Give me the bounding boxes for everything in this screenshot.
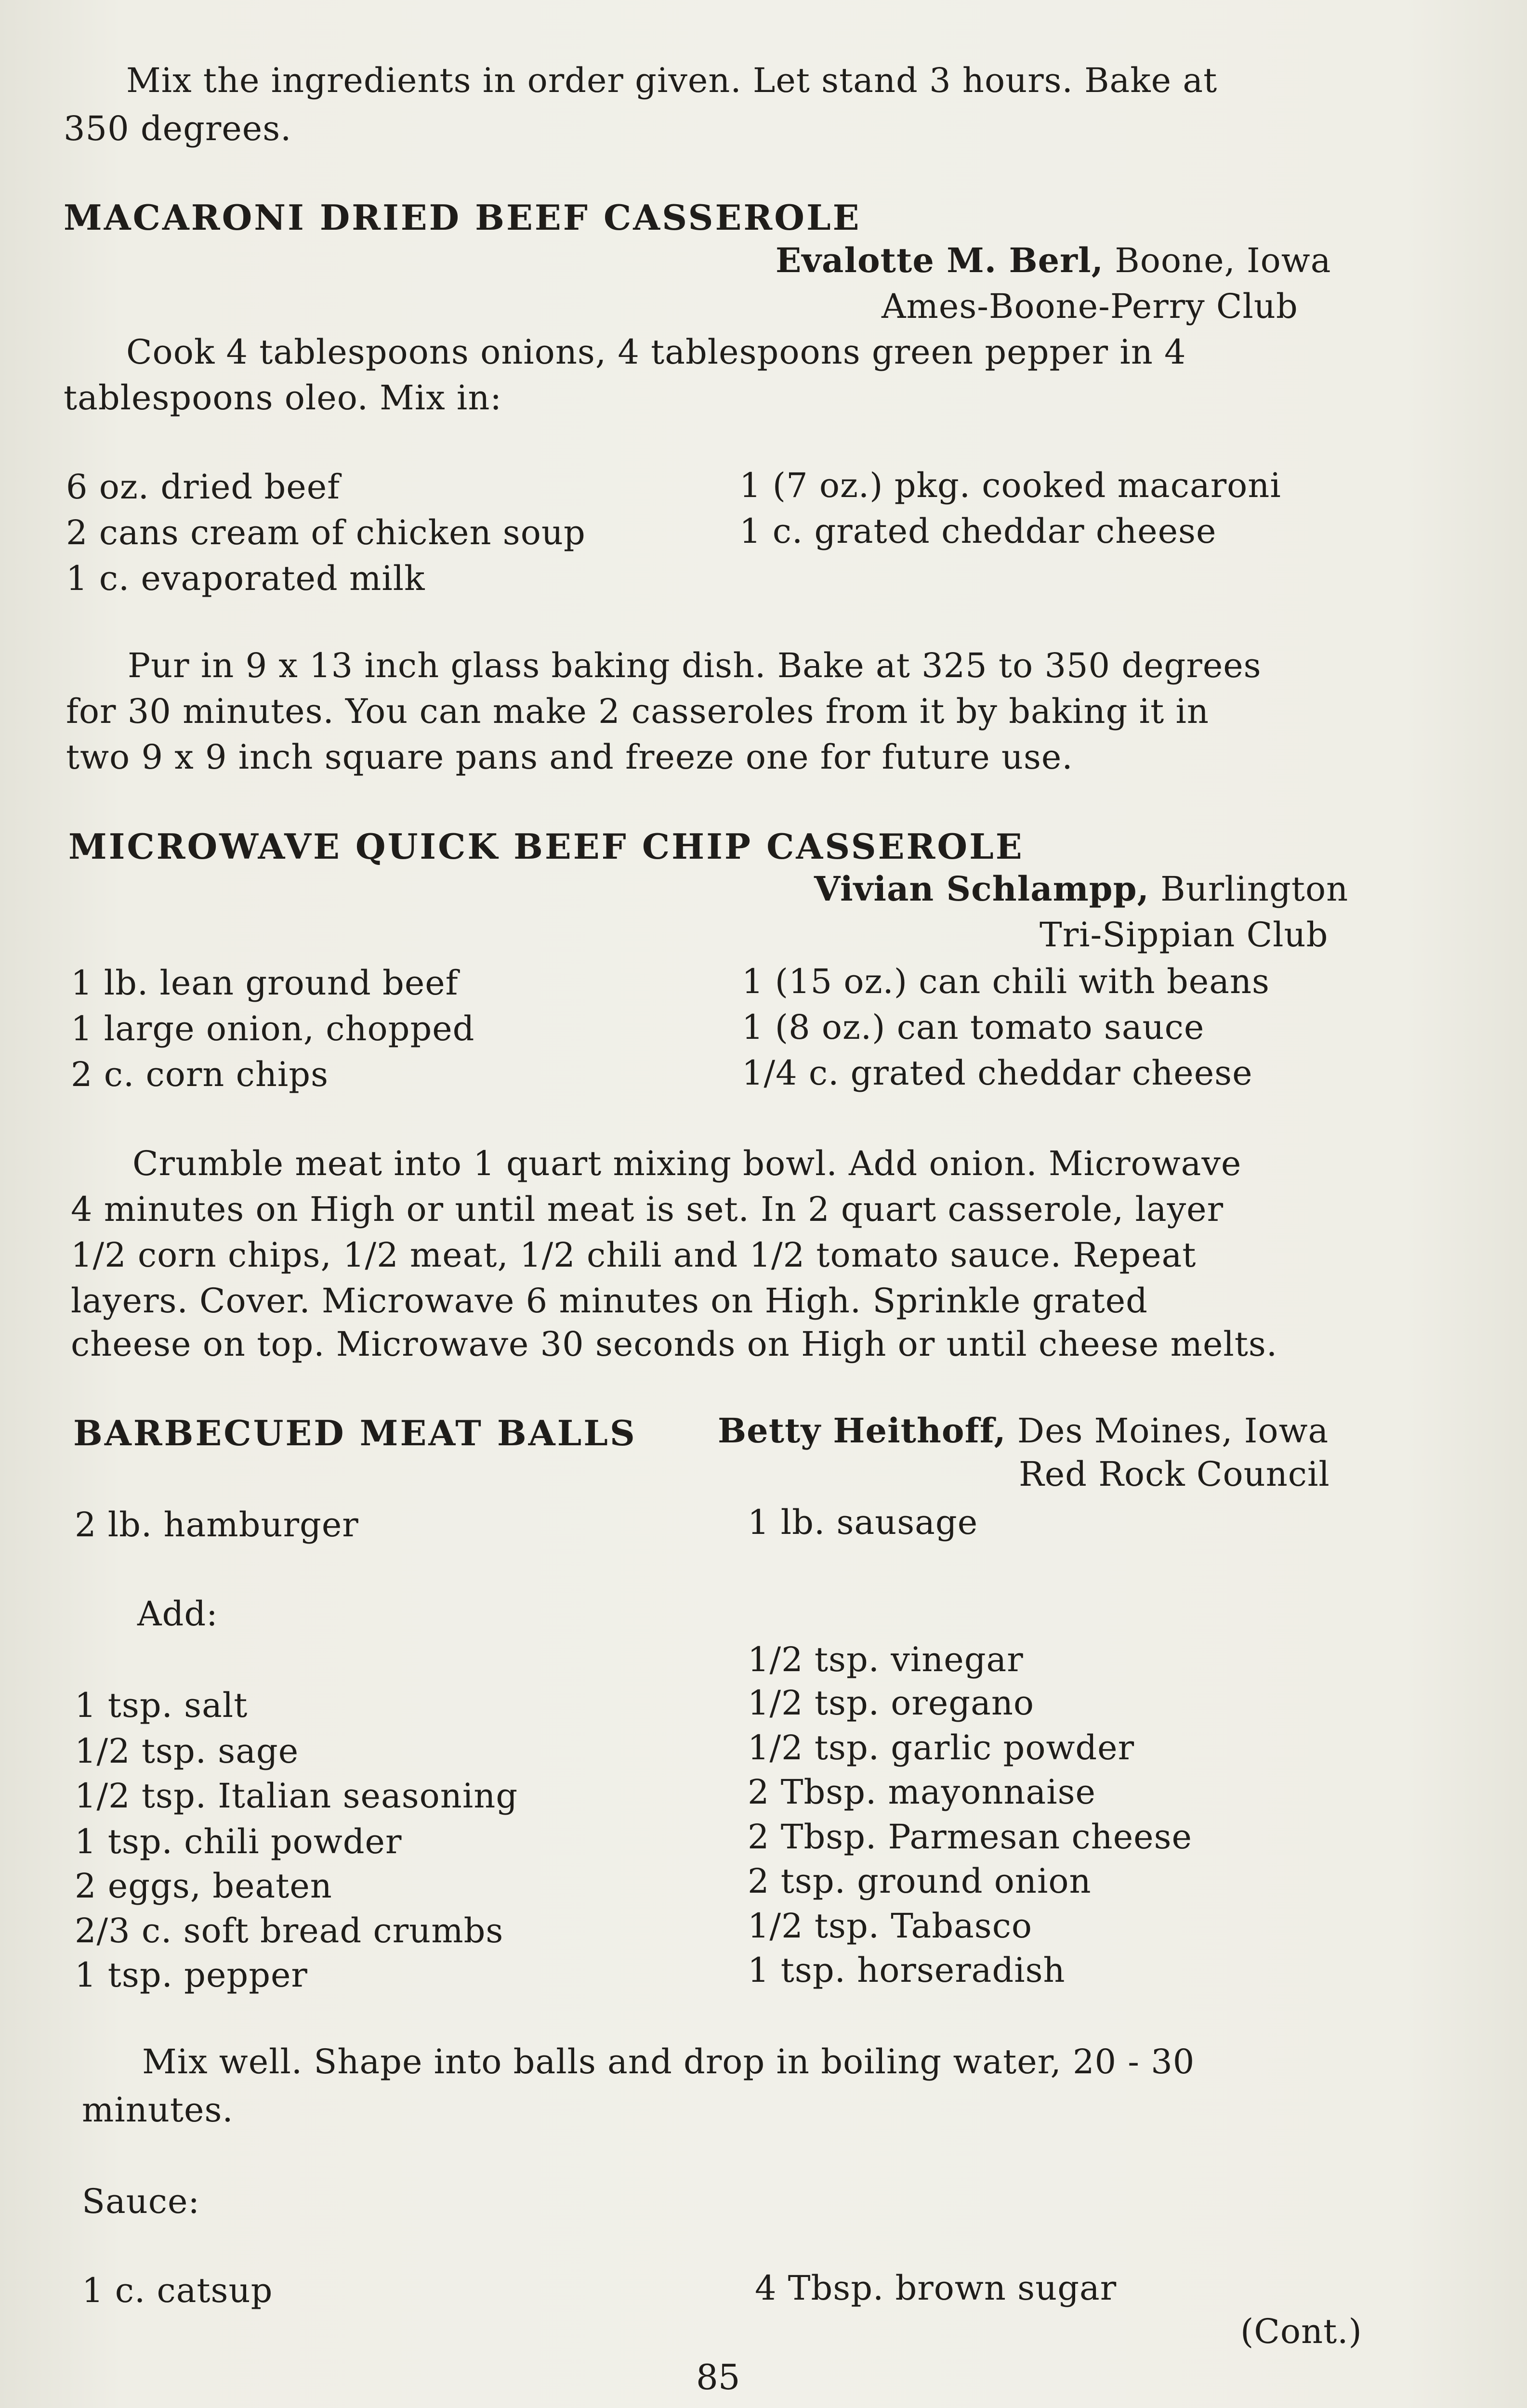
ingredient-item: 2 c. corn chips [71,1055,329,1094]
directions-line: two 9 x 9 inch square pans and freeze one for future use. [66,737,1073,777]
recipe-title-macaroni: MACARONI DRIED BEEF CASSEROLE [64,197,861,238]
author-club: Ames-Boone-Perry Club [882,287,1298,326]
author-location: Boone, Iowa [1104,241,1331,280]
ingredient-item: 1/2 tsp. Italian seasoning [75,1776,518,1816]
page-number: 85 [696,2357,740,2397]
sauce-label: Sauce: [82,2182,200,2221]
author-location: Burlington [1149,869,1349,909]
ingredient-item: 2/3 c. soft bread crumbs [75,1911,504,1950]
ingredient-item: 1 lb. sausage [748,1503,978,1542]
ingredient-item: 2 lb. hamburger [75,1505,359,1544]
directions-line: Mix well. Shape into balls and drop in boiling water, 20 - 30 [142,2042,1195,2081]
ingredient-item: 1 (15 oz.) can chili with beans [742,962,1270,1001]
recipe-author-line-1 [718,1409,1329,1453]
directions-line: Crumble meat into 1 quart mixing bowl. Add onion. Microwave [132,1144,1242,1183]
continued-label: (Cont.) [1240,2312,1362,2351]
ingredient-item: 1/4 c. grated cheddar cheese [742,1053,1253,1093]
author-club: Tri-Sippian Club [1040,915,1329,955]
ingredient-item: 1 c. grated cheddar cheese [739,511,1217,551]
ingredient-item: 1 tsp. pepper [75,1955,308,1995]
intro-line-2: 350 degrees. [64,109,292,148]
ingredient-item: 1/2 tsp. garlic powder [748,1728,1135,1767]
ingredient-item: 2 cans cream of chicken soup [66,513,586,552]
directions-line: cheese on top. Microwave 30 seconds on High or until cheese melts. [71,1324,1278,1364]
ingredient-item: 2 eggs, beaten [75,1866,332,1906]
ingredient-item: 2 tsp. ground onion [748,1861,1092,1901]
ingredient-item: 1 tsp. chili powder [75,1822,402,1861]
intro-line-1: Mix the ingredients in order given. Let stand 3 hours. Bake at [126,61,1218,100]
directions-line: layers. Cover. Microwave 6 minutes on High. Sprinkle grated [71,1281,1148,1321]
ingredient-item: 2 Tbsp. mayonnaise [748,1772,1096,1812]
recipe-intro-line-1: Cook 4 tablespoons onions, 4 tablespoons green pepper in 4 [126,332,1186,372]
directions-line: 4 minutes on High or until meat is set. In 2 quart casserole, layer [71,1190,1224,1229]
author-club: Red Rock Council [1019,1454,1330,1494]
recipe-author-line-1 [776,238,1331,283]
directions-line: minutes. [82,2090,234,2130]
author-name: Betty Heithoff, [718,1411,1006,1451]
directions-line: 1/2 corn chips, 1/2 meat, 1/2 chili and 1/2 tomato sauce. Repeat [71,1235,1197,1275]
ingredient-item: 1/2 tsp. vinegar [748,1640,1024,1679]
ingredient-item: 1 tsp. salt [75,1686,248,1725]
ingredient-item: 1 (7 oz.) pkg. cooked macaroni [739,466,1281,505]
ingredient-item: 1/2 tsp. oregano [748,1683,1035,1723]
ingredient-item: 6 oz. dried beef [66,467,341,507]
ingredient-item: 1 (8 oz.) can tomato sauce [742,1008,1205,1047]
directions-line: for 30 minutes. You can make 2 casseroles from it by baking it in [66,692,1209,731]
directions-line: Pur in 9 x 13 inch glass baking dish. Bake at 325 to 350 degrees [128,646,1262,685]
author-location: Des Moines, Iowa [1006,1411,1329,1451]
ingredient-item: 2 Tbsp. Parmesan cheese [748,1817,1192,1857]
ingredient-item: 1 c. evaporated milk [66,559,425,598]
ingredient-item: 1/2 tsp. Tabasco [748,1906,1033,1946]
ingredient-item: 1 lb. lean ground beef [71,963,459,1003]
add-label: Add: [137,1594,218,1634]
recipe-author-line-1 [814,867,1348,911]
recipe-intro-line-2: tablespoons oleo. Mix in: [64,378,502,418]
author-name: Evalotte M. Berl, [776,240,1104,280]
recipe-title-microwave: MICROWAVE QUICK BEEF CHIP CASSEROLE [68,826,1024,867]
ingredient-item: 1 tsp. horseradish [748,1950,1066,1990]
ingredient-item: 1 c. catsup [82,2271,273,2310]
ingredient-item: 1/2 tsp. sage [75,1731,299,1771]
author-name: Vivian Schlampp, [814,869,1149,909]
ingredient-item: 4 Tbsp. brown sugar [755,2268,1117,2308]
recipe-title-meatballs: BARBECUED MEAT BALLS [73,1413,637,1453]
ingredient-item: 1 large onion, chopped [71,1009,475,1048]
